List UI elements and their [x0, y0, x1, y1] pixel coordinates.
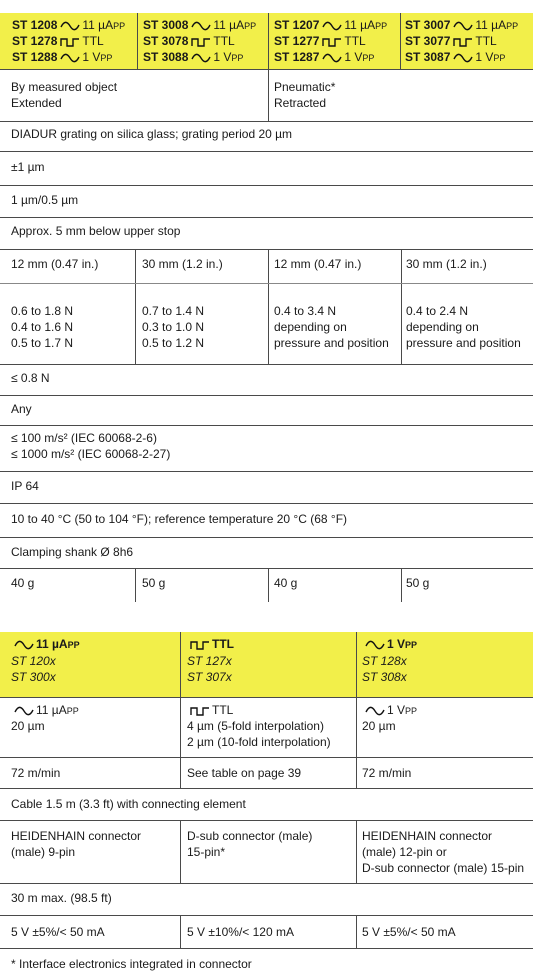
- connector-2-b: 15-pin*: [187, 845, 226, 859]
- sine-wave-icon: [191, 53, 211, 63]
- sine-wave-icon: [453, 21, 473, 31]
- signal-cell-signal: 1 VPP: [387, 703, 418, 717]
- header-model-line: [405, 18, 518, 34]
- power-3: 5 V ±5%/< 50 mA: [362, 925, 456, 939]
- signal-cell-signal: 11 µAPP: [36, 703, 79, 717]
- force-3-c: pressure and position: [274, 336, 389, 350]
- sine-wave-icon: [322, 53, 342, 63]
- header-model-line: [274, 50, 374, 66]
- header-model-group: ST 120x: [11, 654, 56, 668]
- header-signal-title: [11, 637, 80, 653]
- power-2: 5 V ±10%/< 120 mA: [187, 925, 294, 939]
- mounting-text: Any: [11, 402, 32, 416]
- signal-cell-line: [362, 703, 417, 719]
- sine-wave-icon: [453, 53, 473, 63]
- header-model-line: [143, 34, 235, 49]
- model-number: ST 3087: [405, 50, 451, 64]
- sine-wave-icon: [60, 21, 80, 31]
- force-2-c: 0.5 to 1.2 N: [142, 336, 205, 350]
- signal-cell-detail: 4 µm (5-fold interpolation): [187, 719, 324, 733]
- force-4-b: depending on: [406, 320, 479, 334]
- signal-type: TTL: [82, 34, 104, 48]
- connector-3-b: (male) 12-pin or: [362, 845, 447, 859]
- range-3: 12 mm (0.47 in.): [274, 257, 362, 271]
- actuation-left-1: By measured object: [11, 80, 118, 94]
- bottom-header-band: [0, 632, 533, 697]
- temperature-text: 10 to 40 °C (50 to 104 °F); reference temperature 20 °C (68 °F): [11, 512, 348, 526]
- range-2: 30 mm (1.2 in.): [142, 257, 223, 271]
- connector-2-a: D-sub connector (male): [187, 829, 313, 843]
- weight-2: 50 g: [142, 576, 166, 590]
- signal-title-text: 11 µAPP: [36, 637, 80, 651]
- lateral-text: ≤ 0.8 N: [11, 371, 50, 385]
- reference-text: Approx. 5 mm below upper stop: [11, 224, 181, 238]
- force-2-b: 0.3 to 1.0 N: [142, 320, 205, 334]
- model-number: ST 1207: [274, 18, 320, 32]
- signal-type: 1 VPP: [213, 50, 244, 64]
- connector-1-b: (male) 9-pin: [11, 845, 76, 859]
- signal-type: 11 µAPP: [213, 18, 257, 32]
- step-text: 1 µm/0.5 µm: [11, 193, 79, 207]
- sine-wave-icon: [365, 640, 385, 650]
- force-1-b: 0.4 to 1.6 N: [11, 320, 74, 334]
- square-wave-icon: [322, 37, 342, 47]
- signal-type: 11 µAPP: [344, 18, 388, 32]
- grating-text: DIADUR grating on silica glass; grating period 20 µm: [11, 127, 293, 141]
- sine-wave-icon: [14, 640, 34, 650]
- header-model-line: [143, 50, 243, 66]
- header-model-line: [405, 50, 505, 66]
- header-model-group: ST 127x: [187, 654, 232, 668]
- sine-wave-icon: [14, 706, 34, 716]
- header-signal-title: [187, 637, 234, 652]
- signal-cell-line: [187, 703, 233, 718]
- weight-3: 40 g: [274, 576, 298, 590]
- sine-wave-icon: [60, 53, 80, 63]
- force-4-a: 0.4 to 2.4 N: [406, 304, 469, 318]
- model-number: ST 1277: [274, 34, 320, 48]
- weight-4: 50 g: [406, 576, 430, 590]
- sine-wave-icon: [191, 21, 211, 31]
- actuation-right-2: Retracted: [274, 96, 327, 110]
- sine-wave-icon: [365, 706, 385, 716]
- force-3-b: depending on: [274, 320, 347, 334]
- force-1-a: 0.6 to 1.8 N: [11, 304, 74, 318]
- signal-type: 11 µAPP: [475, 18, 519, 32]
- header-model-line: [12, 50, 112, 66]
- header-model-group: ST 307x: [187, 670, 232, 684]
- force-1-c: 0.5 to 1.7 N: [11, 336, 74, 350]
- range-4: 30 mm (1.2 in.): [406, 257, 487, 271]
- signal-cell-signal: TTL: [212, 703, 234, 717]
- connector-3-a: HEIDENHAIN connector: [362, 829, 493, 843]
- header-model-line: [12, 34, 104, 49]
- model-number: ST 3007: [405, 18, 451, 32]
- cable-length-text: 30 m max. (98.5 ft): [11, 891, 112, 905]
- signal-type: 1 VPP: [475, 50, 506, 64]
- model-number: ST 1288: [12, 50, 58, 64]
- speed-2: See table on page 39: [187, 766, 302, 780]
- force-2-a: 0.7 to 1.4 N: [142, 304, 205, 318]
- speed-1: 72 m/min: [11, 766, 61, 780]
- model-number: ST 3008: [143, 18, 189, 32]
- signal-type: 1 VPP: [344, 50, 375, 64]
- model-number: ST 3088: [143, 50, 189, 64]
- actuation-left-2: Extended: [11, 96, 62, 110]
- signal-cell-detail: 2 µm (10-fold interpolation): [187, 735, 331, 749]
- fastening-text: Clamping shank Ø 8h6: [11, 545, 134, 559]
- connector-1-a: HEIDENHAIN connector: [11, 829, 142, 843]
- square-wave-icon: [190, 706, 210, 716]
- cable-text: Cable 1.5 m (3.3 ft) with connecting element: [11, 797, 246, 811]
- connector-3-c: D-sub connector (male) 15-pin: [362, 861, 525, 875]
- square-wave-icon: [190, 640, 210, 650]
- square-wave-icon: [191, 37, 211, 47]
- model-number: ST 3078: [143, 34, 189, 48]
- force-3-a: 0.4 to 3.4 N: [274, 304, 337, 318]
- weight-1: 40 g: [11, 576, 35, 590]
- header-model-group: ST 128x: [362, 654, 407, 668]
- vibration-1: ≤ 100 m/s² (IEC 60068-2-6): [11, 431, 157, 445]
- header-model-line: [12, 18, 125, 34]
- square-wave-icon: [453, 37, 473, 47]
- signal-cell-detail: 20 µm: [11, 719, 45, 733]
- signal-title-text: 1 VPP: [387, 637, 418, 651]
- header-model-line: [274, 18, 387, 34]
- signal-cell-line: [11, 703, 79, 719]
- header-model-line: [405, 34, 497, 49]
- header-signal-title: [362, 637, 417, 653]
- model-number: ST 1287: [274, 50, 320, 64]
- model-number: ST 3077: [405, 34, 451, 48]
- signal-title-text: TTL: [212, 637, 234, 651]
- model-number: ST 1208: [12, 18, 58, 32]
- header-model-group: ST 300x: [11, 670, 56, 684]
- signal-type: 11 µAPP: [82, 18, 126, 32]
- header-model-line: [143, 18, 256, 34]
- model-number: ST 1278: [12, 34, 58, 48]
- signal-type: 1 VPP: [82, 50, 113, 64]
- signal-cell-detail: 20 µm: [362, 719, 396, 733]
- vibration-2: ≤ 1000 m/s² (IEC 60068-2-27): [11, 447, 171, 461]
- power-1: 5 V ±5%/< 50 mA: [11, 925, 105, 939]
- speed-3: 72 m/min: [362, 766, 412, 780]
- square-wave-icon: [60, 37, 80, 47]
- range-1: 12 mm (0.47 in.): [11, 257, 99, 271]
- header-model-group: ST 308x: [362, 670, 407, 684]
- accuracy-text: ±1 µm: [11, 160, 45, 174]
- footnote: * Interface electronics integrated in connector: [11, 957, 252, 971]
- signal-type: TTL: [475, 34, 497, 48]
- force-4-c: pressure and position: [406, 336, 521, 350]
- signal-type: TTL: [213, 34, 235, 48]
- sine-wave-icon: [322, 21, 342, 31]
- protection-text: IP 64: [11, 479, 39, 493]
- header-model-line: [274, 34, 366, 49]
- actuation-right-1: Pneumatic*: [274, 80, 336, 94]
- signal-type: TTL: [344, 34, 366, 48]
